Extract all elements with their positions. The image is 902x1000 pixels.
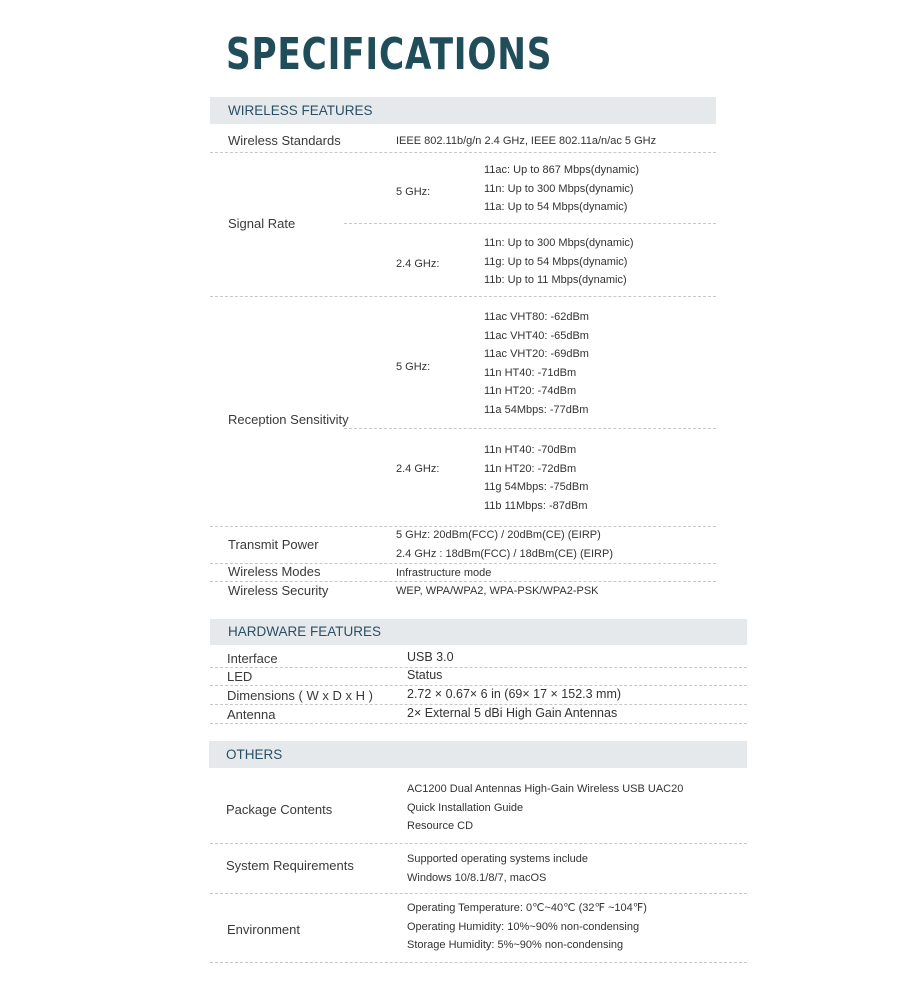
sensitivity-5ghz-label: 5 GHz: (396, 361, 431, 373)
antenna-label: Antenna (227, 707, 276, 722)
list-item: AC1200 Dual Antennas High-Gain Wireless USB UAC20 (407, 783, 684, 795)
wireless-security-label: Wireless Security (228, 583, 329, 598)
list-item: 11b 11Mbps: -87dBm (484, 499, 588, 512)
list-item: Windows 10/8.1/8/7, macOS (407, 871, 547, 884)
reception-sensitivity-label: Reception Sensitivity (228, 412, 349, 427)
list-item: 11ac: Up to 867 Mbps(dynamic) (484, 164, 640, 176)
list-item: Supported operating systems include (407, 853, 588, 865)
list-item: 2.4 GHz : 18dBm(FCC) / 18dBm(CE) (EIRP) (396, 547, 613, 560)
list-item: Resource CD (407, 820, 474, 833)
list-item: 11n HT20: -72dBm (484, 462, 577, 475)
transmit-power-label: Transmit Power (228, 537, 319, 552)
page-title: SPECIFICATIONS (226, 29, 553, 80)
list-item: 11ac VHT80: -62dBm (484, 311, 589, 323)
interface-label: Interface (227, 651, 278, 666)
list-item: Operating Humidity: 10%~90% non-condensing (407, 920, 640, 933)
led-label: LED (227, 669, 253, 684)
environment-values (407, 899, 647, 955)
dimensions-value: 2.72 × 0.67× 6 in (69× 17 × 152.3 mm) (407, 687, 622, 701)
wireless-security-value: WEP, WPA/WPA2, WPA-PSK/WPA2-PSK (396, 585, 599, 597)
others-header-text: OTHERS (226, 747, 283, 762)
antenna-value: 2× External 5 dBi High Gain Antennas (407, 706, 618, 720)
divider (210, 723, 747, 724)
system-requirements-label: System Requirements (226, 858, 354, 873)
divider (344, 428, 716, 429)
hardware-features-header-text: HARDWARE FEATURES (228, 624, 382, 639)
package-contents-values (407, 780, 683, 836)
list-item: 11n HT40: -71dBm (484, 366, 577, 379)
list-item: Storage Humidity: 5%~90% non-condensing (407, 939, 624, 952)
transmit-power-values (396, 526, 613, 563)
wireless-features-header (210, 97, 716, 124)
list-item: 11b: Up to 11 Mbps(dynamic) (484, 274, 627, 287)
interface-value: USB 3.0 (407, 650, 454, 664)
list-item: 11g: Up to 54 Mbps(dynamic) (484, 255, 628, 268)
hardware-features-header (210, 619, 747, 645)
divider (344, 223, 716, 224)
divider (210, 296, 716, 297)
dimensions-label: Dimensions ( W x D x H ) (227, 688, 373, 703)
divider (210, 685, 747, 686)
divider (210, 962, 747, 963)
signal-rate-label: Signal Rate (228, 216, 296, 231)
list-item: 11a 54Mbps: -77dBm (484, 403, 589, 416)
wireless-modes-label: Wireless Modes (228, 564, 321, 579)
divider (210, 893, 747, 894)
divider (210, 704, 747, 705)
list-item: 11ac VHT20: -69dBm (484, 348, 589, 361)
wireless-standards-label: Wireless Standards (228, 133, 341, 148)
list-item: 11n HT40: -70dBm (484, 444, 577, 456)
sensitivity-5ghz-values (484, 308, 589, 420)
system-requirements-values (407, 850, 588, 887)
wireless-features-header-text: WIRELESS FEATURES (228, 103, 373, 118)
list-item: 11n: Up to 300 Mbps(dynamic) (484, 182, 634, 195)
signal-rate-5ghz-values (484, 161, 639, 217)
wireless-modes-value: Infrastructure mode (396, 567, 492, 579)
divider (210, 152, 716, 153)
list-item: 11n: Up to 300 Mbps(dynamic) (484, 237, 634, 249)
others-header (209, 741, 747, 768)
signal-rate-24ghz-label: 2.4 GHz: (396, 258, 440, 270)
list-item: 11ac VHT40: -65dBm (484, 329, 589, 342)
divider (210, 843, 747, 844)
list-item: 11g 54Mbps: -75dBm (484, 481, 589, 494)
list-item: 11n HT20: -74dBm (484, 385, 577, 398)
led-value: Status (407, 668, 443, 682)
list-item: Operating Temperature: 0℃~40℃ (32℉ ~104℉) (407, 902, 647, 914)
list-item: 5 GHz: 20dBm(FCC) / 20dBm(CE) (EIRP) (396, 529, 601, 541)
wireless-standards-value: IEEE 802.11b/g/n 2.4 GHz, IEEE 802.11a/n/ac 5 GHz (396, 135, 657, 147)
divider (210, 581, 716, 582)
sensitivity-24ghz-values (484, 441, 588, 515)
environment-label: Environment (227, 922, 300, 937)
list-item: Quick Installation Guide (407, 801, 524, 814)
divider (210, 667, 747, 668)
signal-rate-5ghz-label: 5 GHz: (396, 186, 431, 198)
signal-rate-24ghz-values (484, 234, 634, 290)
package-contents-label: Package Contents (226, 802, 333, 817)
list-item: 11a: Up to 54 Mbps(dynamic) (484, 201, 628, 214)
sensitivity-24ghz-label: 2.4 GHz: (396, 463, 440, 475)
